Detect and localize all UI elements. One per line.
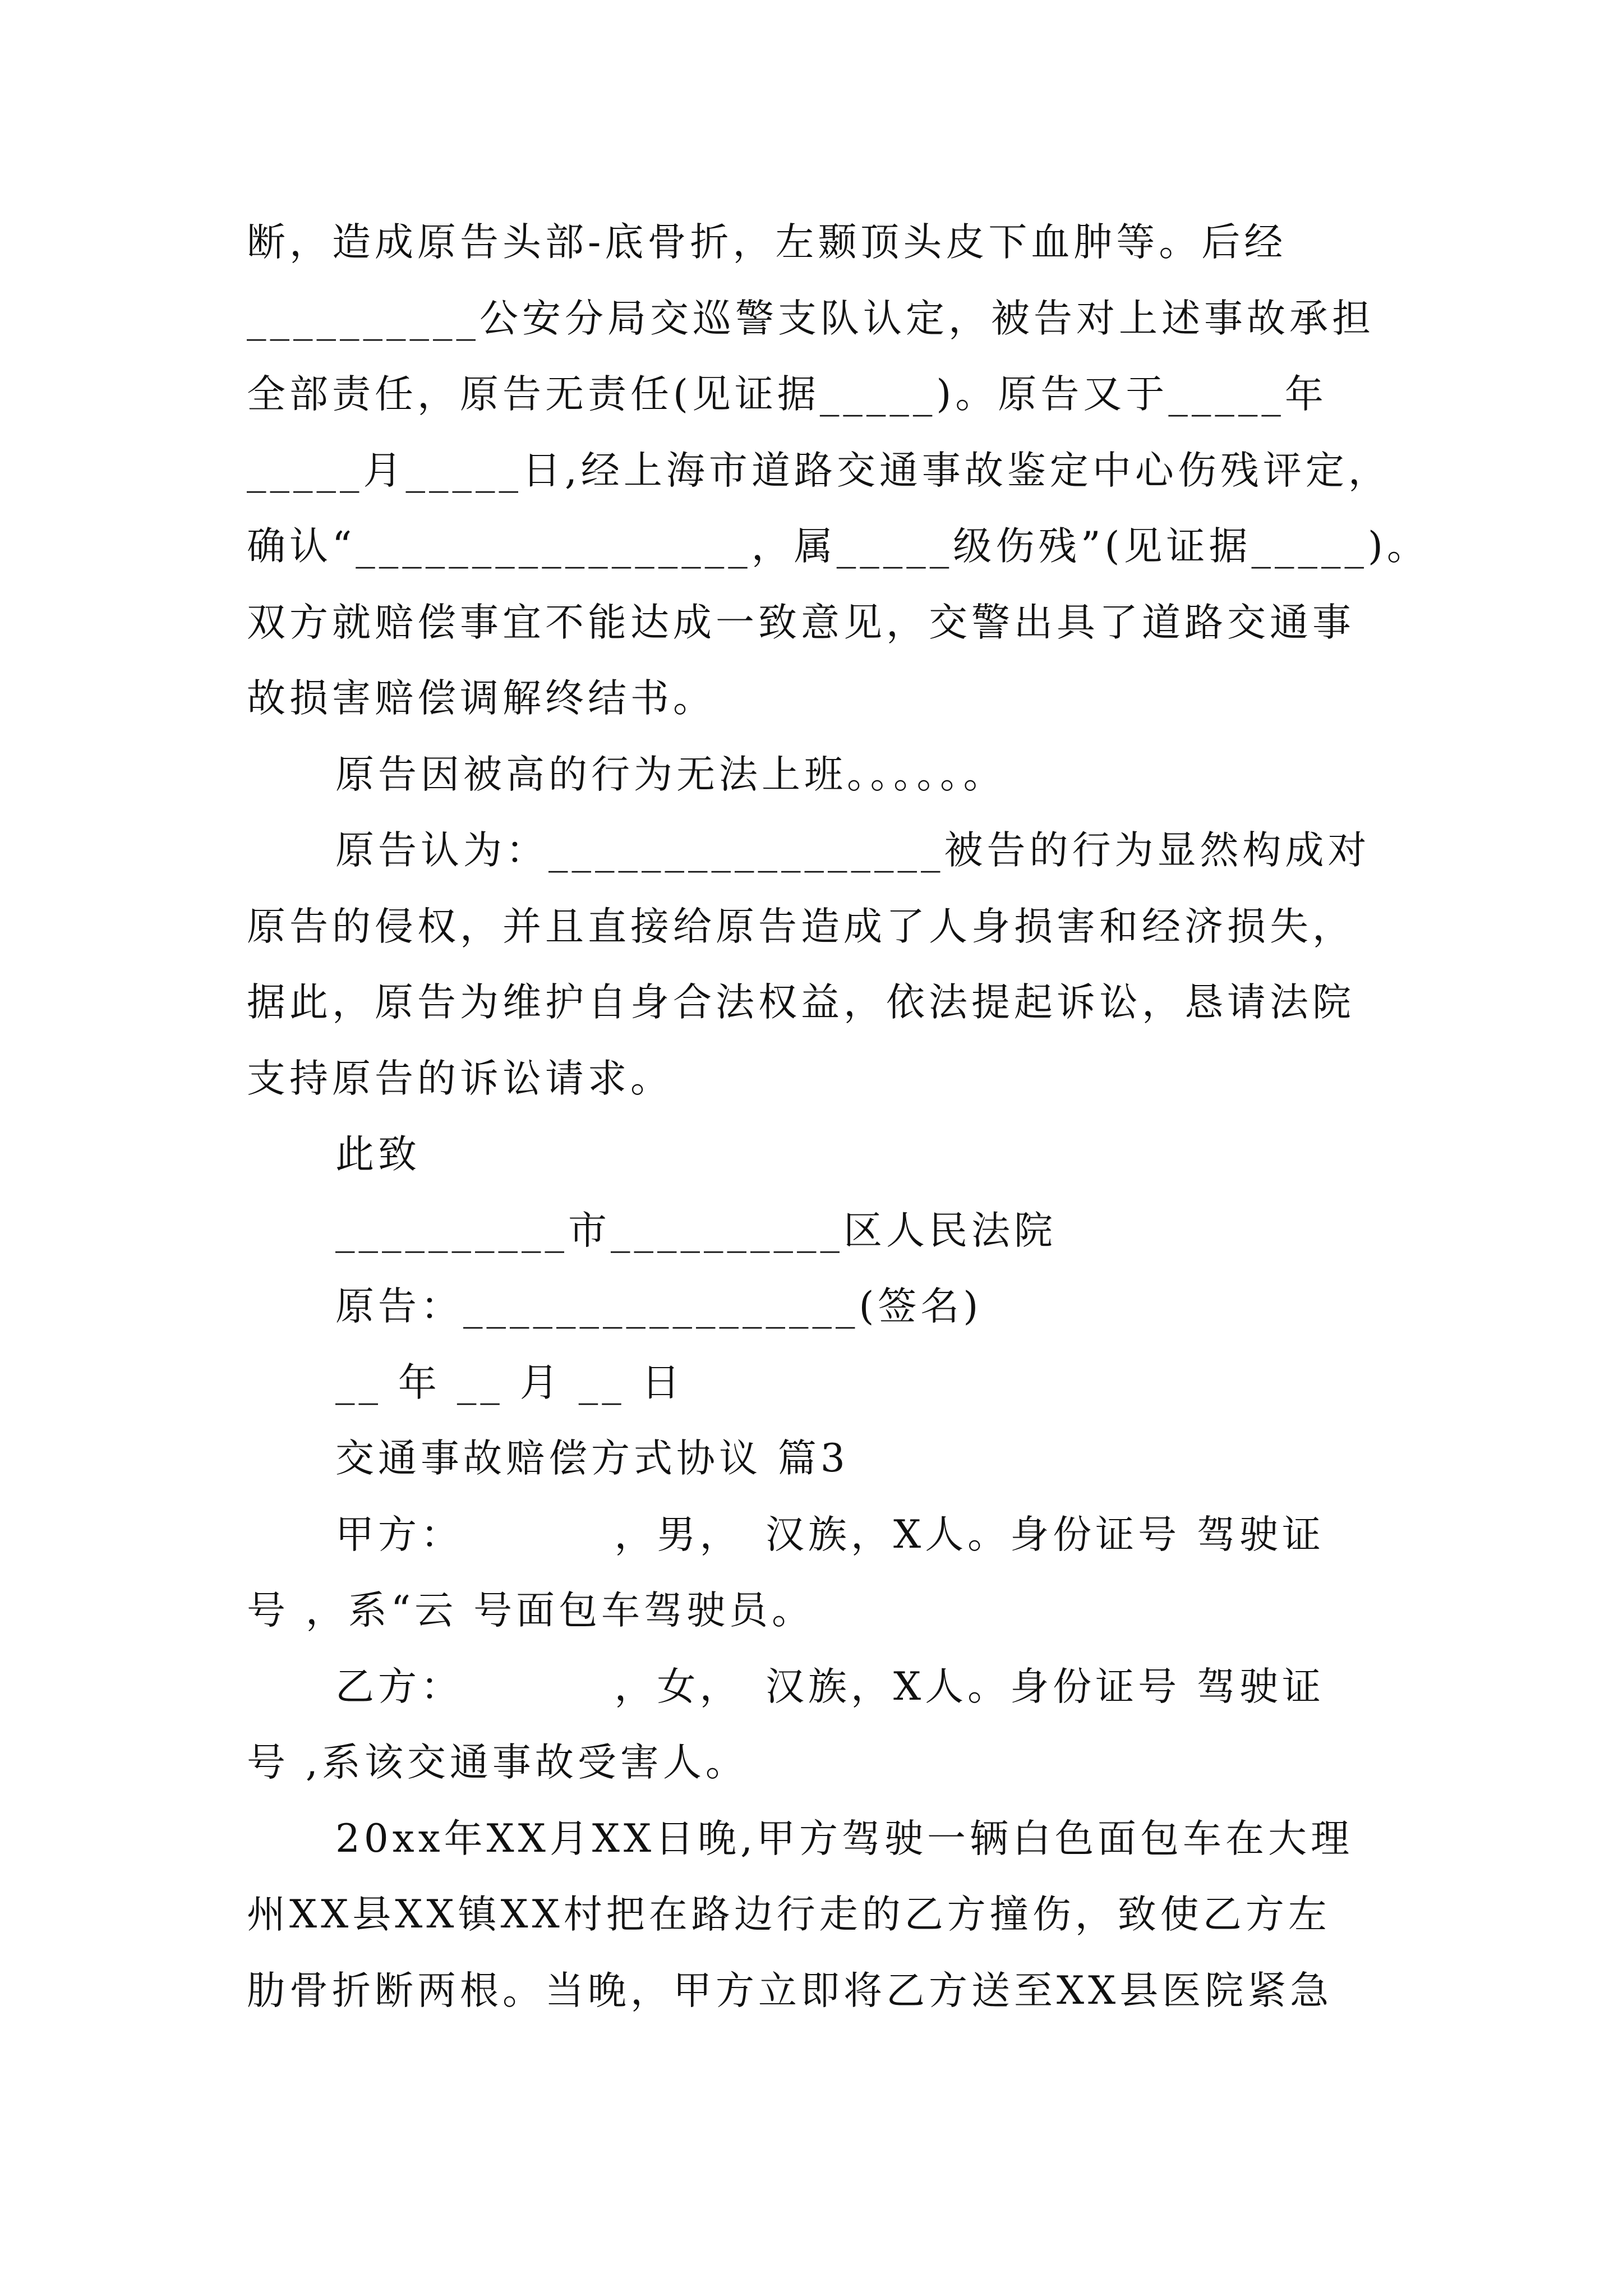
text-line-6: 双方就赔偿事宜不能达成一致意见，交警出具了道路交通事 bbox=[247, 600, 1355, 645]
text-line-7: 故损害赔偿调解终结书。 bbox=[247, 676, 716, 721]
text-line-22: 20xx年XX月XX日晚,甲方驾驶一辆白色面包车在大理 bbox=[335, 1816, 1354, 1861]
text-line-24: 肋骨折断两根。当晚，甲方立即将乙方送至XX县医院紧急 bbox=[247, 1968, 1333, 2013]
text-line-12: 支持原告的诉讼请求。 bbox=[247, 1056, 673, 1101]
text-line-2: __________公安分局交巡警支队认定，被告对上述事故承担 bbox=[247, 296, 1375, 341]
text-line-4: _____月_____日,经上海市道路交通事故鉴定中心伤残评定， bbox=[247, 448, 1391, 493]
plaintiff-signature-line: 原告：_________________(签名) bbox=[335, 1284, 983, 1329]
text-line-18: 甲方： ，男， 汉族，X人。身份证号 驾驶证 bbox=[335, 1512, 1325, 1557]
text-line-3: 全部责任，原告无责任(见证据_____)。原告又于_____年 bbox=[247, 372, 1327, 417]
text-line-21: 号 ,系该交通事故受害人。 bbox=[247, 1740, 748, 1785]
court-line: __________市__________区人民法院 bbox=[335, 1208, 1057, 1253]
text-line-9: 原告认为：_________________被告的行为显然构成对 bbox=[335, 828, 1371, 873]
section-heading: 交通事故赔偿方式协议 篇3 bbox=[335, 1436, 849, 1481]
text-line-23: 州XX县XX镇XX村把在路边行走的乙方撞伤，致使乙方左 bbox=[247, 1892, 1331, 1937]
salutation-line: 此致 bbox=[335, 1132, 421, 1177]
text-line-8: 原告因被高的行为无法上班。。。。。。 bbox=[335, 752, 1006, 797]
text-line-11: 据此，原告为维护自身合法权益，依法提起诉讼，恳请法院 bbox=[247, 980, 1355, 1025]
text-line-1: 断，造成原告头部-底骨折，左颞顶头皮下血肿等。后经 bbox=[247, 220, 1287, 265]
text-line-19: 号 ，系“云 号面包车驾驶员。 bbox=[247, 1588, 815, 1633]
date-line: __ 年 __ 月 __ 日 bbox=[335, 1360, 684, 1405]
text-line-5: 确认“_________________，属_____级伤残”(见证据_____)。 bbox=[247, 524, 1430, 569]
text-line-20: 乙方： ，女， 汉族，X人。身份证号 驾驶证 bbox=[335, 1664, 1325, 1709]
text-line-10: 原告的侵权，并且直接给原告造成了人身损害和经济损失， bbox=[247, 904, 1355, 949]
